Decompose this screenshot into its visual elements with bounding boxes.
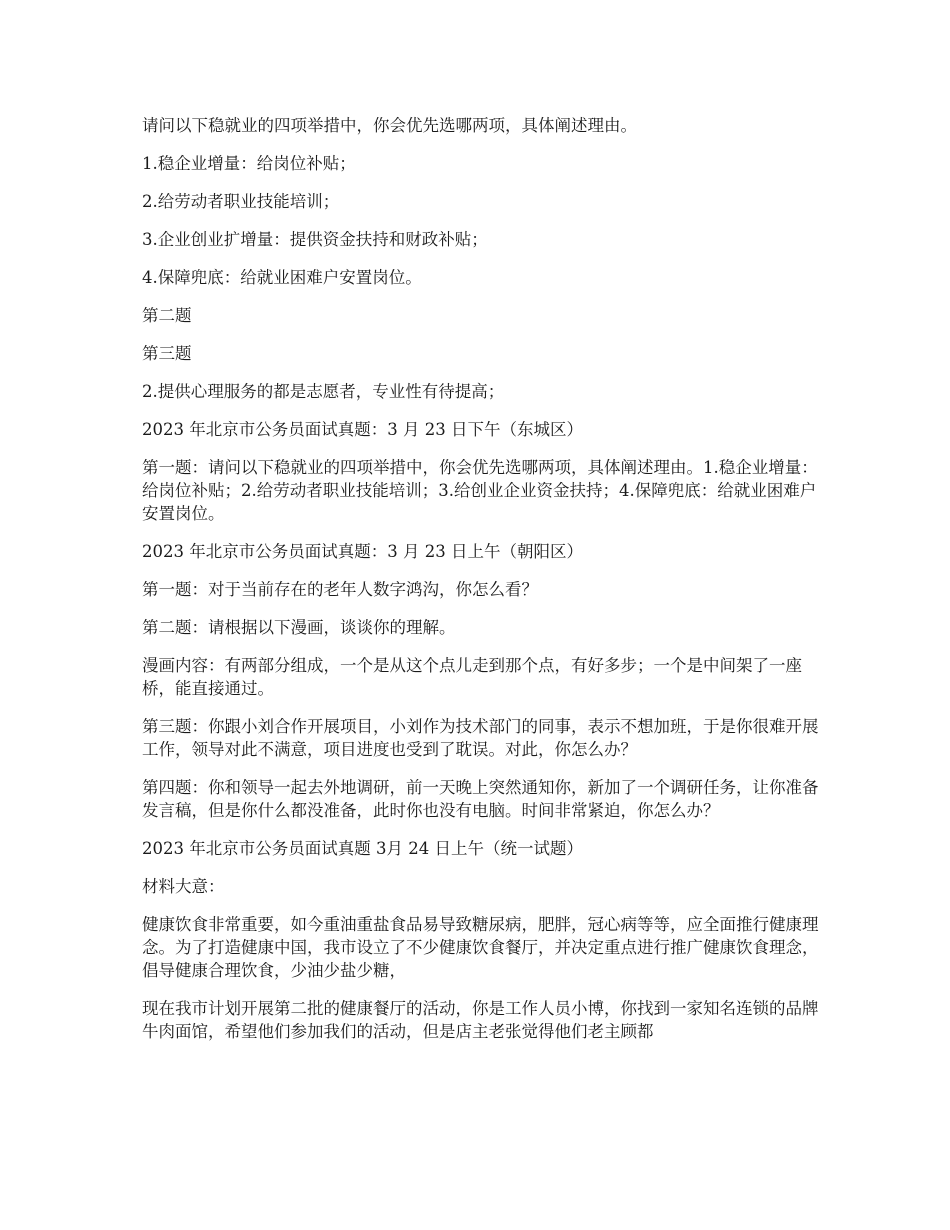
question-3-heading: 第三题: [142, 344, 192, 363]
comic-description: 漫画内容：有两部分组成，一个是从这个点儿走到那个点，有好多步；一个是中间架了一座桥，能直接通过。: [142, 656, 802, 698]
dongcheng-question-1: 第一题：请问以下稳就业的四项举措中，你会优先选哪两项，具体阐述理由。1.稳企业增量：给岗位补贴；2.给劳动者职业技能培训；3.给创业企业资金扶持；4.保障兜底：给就业困难户安置岗位。: [142, 458, 818, 523]
measure-item-1: 1.稳企业增量：给岗位补贴；: [142, 154, 356, 173]
section-heading-dongcheng: 2023 年北京市公务员面试真题：3 月 23 日下午（东城区）: [142, 420, 583, 439]
section-heading-unified: 2023 年北京市公务员面试真题 3月 24 日上午（统一试题）: [142, 839, 583, 858]
chaoyang-question-2: 第二题：请根据以下漫画，谈谈你的理解。: [142, 618, 456, 637]
material-paragraph-1: 健康饮食非常重要，如今重油重盐食品易导致糖尿病，肥胖，冠心病等等，应全面推行健康理念。为了打造健康中国，我市设立了不少健康饮食餐厅，并决定重点进行推广健康饮食理念，倡导健康合理饮食，少油少盐少糖，: [142, 915, 819, 980]
document-body: [142, 114, 820, 1058]
chaoyang-question-4: 第四题：你和领导一起去外地调研，前一天晚上突然通知你，新加了一个调研任务，让你准备发言稿，但是你什么都没准备，此时你也没有电脑。时间非常紧迫，你怎么办？: [142, 778, 819, 820]
material-summary-label: 材料大意：: [142, 877, 225, 896]
chaoyang-question-1: 第一题：对于当前存在的老年人数字鸿沟，你怎么看？: [142, 580, 538, 599]
chaoyang-question-3: 第三题：你跟小刘合作开展项目，小刘作为技术部门的同事，表示不想加班，于是你很难开展工作，领导对此不满意，项目进度也受到了耽误。对此，你怎么办？: [142, 717, 819, 759]
psych-service-note: 2.提供心理服务的都是志愿者，专业性有待提高；: [142, 382, 505, 401]
question-intro: 请问以下稳就业的四项举措中，你会优先选哪两项，具体阐述理由。: [142, 116, 637, 135]
measure-item-2: 2.给劳动者职业技能培训；: [142, 192, 340, 211]
measure-item-3: 3.企业创业扩增量：提供资金扶持和财政补贴；: [142, 230, 488, 249]
question-2-heading: 第二题: [142, 306, 192, 325]
measure-item-4: 4.保障兜底：给就业困难户安置岗位。: [142, 268, 422, 287]
section-heading-chaoyang: 2023 年北京市公务员面试真题：3 月 23 日上午（朝阳区）: [142, 542, 583, 561]
material-paragraph-2: 现在我市计划开展第二批的健康餐厅的活动，你是工作人员小博，你找到一家知名连锁的品牌牛肉面馆，希望他们参加我们的活动，但是店主老张觉得他们老主顾都: [142, 999, 819, 1041]
